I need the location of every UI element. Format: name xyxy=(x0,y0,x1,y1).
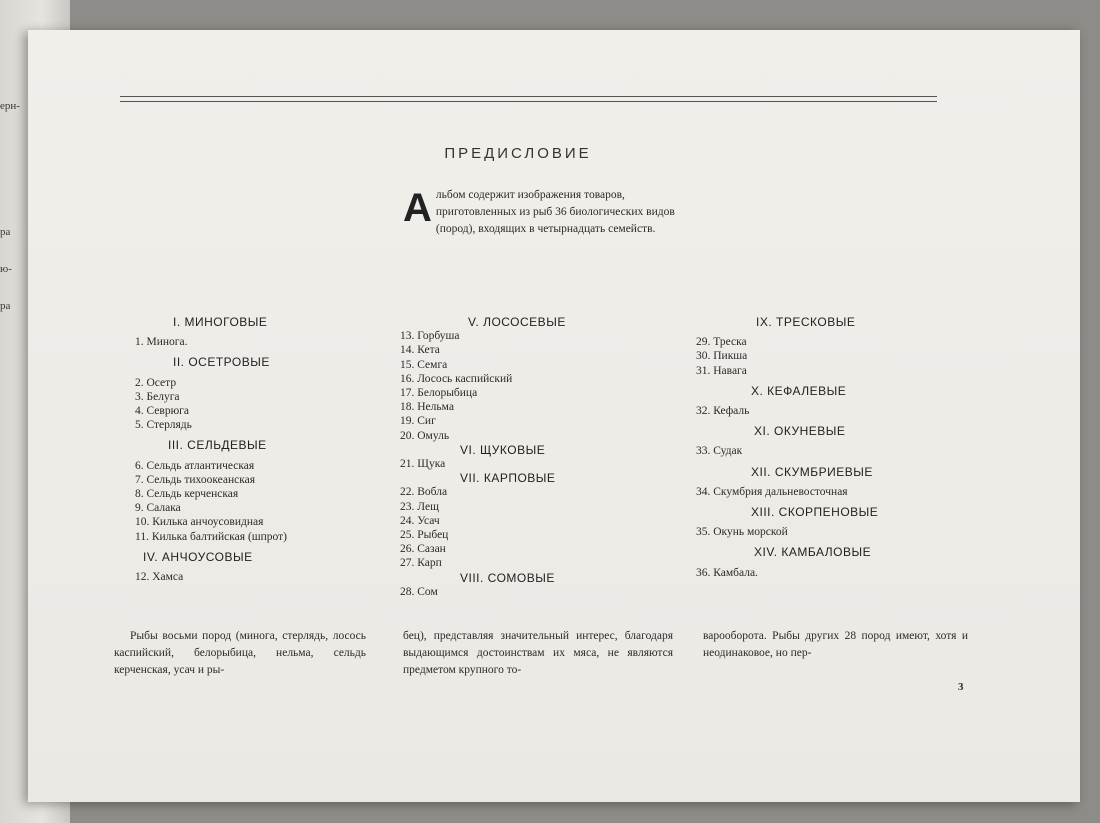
fish-list-item: 10. Килька анчоусовидная xyxy=(135,516,264,529)
fish-list-item: 17. Белорыбица xyxy=(400,387,478,400)
fish-list-item: 8. Сельдь керченская xyxy=(135,488,239,501)
fish-list-item: 2. Осетр xyxy=(135,376,177,389)
family-column-3 xyxy=(696,315,936,580)
family-heading: XII. СКУМБРИЕВЫЕ xyxy=(751,464,873,479)
page-title: ПРЕДИСЛОВИЕ xyxy=(444,145,592,162)
fish-list-item: 23. Лещ xyxy=(400,500,439,513)
family-heading: X. КЕФАЛЕВЫЕ xyxy=(751,383,847,398)
family-heading: VII. КАРПОВЫЕ xyxy=(460,471,556,486)
fish-list-item: 11. Килька балтийская (шпрот) xyxy=(135,530,287,543)
left-page-fragment: ра xyxy=(0,300,11,312)
fish-list-item: 30. Пикша xyxy=(696,350,748,363)
fish-list-item: 36. Камбала. xyxy=(696,566,758,579)
fish-list-item: 21. Щука xyxy=(400,458,446,471)
family-heading: I. МИНОГОВЫЕ xyxy=(173,315,268,329)
fish-list-item: 25. Рыбец xyxy=(400,529,449,542)
fish-list-item: 22. Вобла xyxy=(400,486,448,499)
family-heading: V. ЛОСОСЕВЫЕ xyxy=(468,315,566,329)
fish-list-item: 12. Хамса xyxy=(135,571,184,584)
fish-list-item: 28. Сом xyxy=(400,585,438,598)
fish-list-item: 3. Белуга xyxy=(135,390,180,403)
family-heading: IX. ТРЕСКОВЫЕ xyxy=(756,315,856,329)
page-number: 3 xyxy=(958,681,964,693)
fish-list-item: 35. Окунь морской xyxy=(696,526,788,539)
fish-list-item: 24. Усач xyxy=(400,514,440,527)
fish-list-item: 13. Горбуша xyxy=(400,330,460,343)
fish-list-item: 27. Карп xyxy=(400,557,442,570)
fish-list-item: 29. Треска xyxy=(696,336,747,349)
family-heading: IV. АНЧОУСОВЫЕ xyxy=(143,549,253,564)
left-page-fragment: ю- xyxy=(0,263,12,275)
family-heading: VI. ЩУКОВЫЕ xyxy=(460,442,546,457)
body-text-column-3: варооборота. Рыбы других 28 пород имеют, хотя и неодинаковое, но пер- xyxy=(703,630,968,659)
fish-list-item: 33. Судак xyxy=(696,445,743,458)
intro-paragraph xyxy=(403,187,683,238)
family-heading: VIII. СОМОВЫЕ xyxy=(460,570,555,585)
family-heading: XI. ОКУНЕВЫЕ xyxy=(754,424,846,439)
fish-list-item: 6. Сельдь атлантическая xyxy=(135,459,255,472)
family-heading: II. ОСЕТРОВЫЕ xyxy=(173,355,270,370)
family-column-1 xyxy=(113,315,353,584)
fish-list-item: 15. Семга xyxy=(400,358,448,371)
family-heading: XIV. КАМБАЛОВЫЕ xyxy=(754,545,872,560)
fish-list-item: 18. Нельма xyxy=(400,401,454,414)
fish-list-item: 32. Кефаль xyxy=(696,405,750,418)
fish-list-item: 16. Лосось каспийский xyxy=(400,372,513,385)
family-heading: XIII. СКОРПЕНОВЫЕ xyxy=(751,505,879,520)
fish-list-item: 9. Салака xyxy=(135,502,181,515)
left-page-fragment: ерн- xyxy=(0,100,20,112)
left-page-fragment: ра xyxy=(0,226,11,238)
fish-list-item: 20. Омуль xyxy=(400,429,450,442)
fish-list-item: 19. Сиг xyxy=(400,415,436,428)
intro-text: льбом содержит изображения товаров, приготовленных из рыб 36 биологических видов (пород), входящих в четырнадцать семейств. xyxy=(435,189,675,235)
fish-list-item: 31. Навага xyxy=(696,364,747,377)
fish-list-item: 7. Сельдь тихоокеанская xyxy=(135,473,256,486)
family-column-2 xyxy=(400,315,630,599)
body-text-column-1: Рыбы восьми пород (минога, стерлядь, лосось каспийский, белорыбица, нельма, сельдь керченская, усач и ры- xyxy=(114,630,366,676)
header-double-rule xyxy=(120,96,937,102)
fish-list-item: 26. Сазан xyxy=(400,543,446,556)
drop-cap-letter: А xyxy=(403,186,432,230)
fish-list-item: 34. Скумбрия дальневосточная xyxy=(696,485,848,498)
fish-list-item: 5. Стерлядь xyxy=(135,419,192,432)
fish-list-item: 14. Кета xyxy=(400,344,440,357)
fish-list-item: 4. Севрюга xyxy=(135,405,190,418)
family-heading: III. СЕЛЬДЕВЫЕ xyxy=(168,438,267,453)
fish-list-item: 1. Минога. xyxy=(135,336,188,349)
body-text-column-2: бец), представляя значительный интерес, благодаря выдающимся достоинствам их мяса, не являются предметом крупного то- xyxy=(403,630,673,676)
book-page xyxy=(28,30,1080,802)
